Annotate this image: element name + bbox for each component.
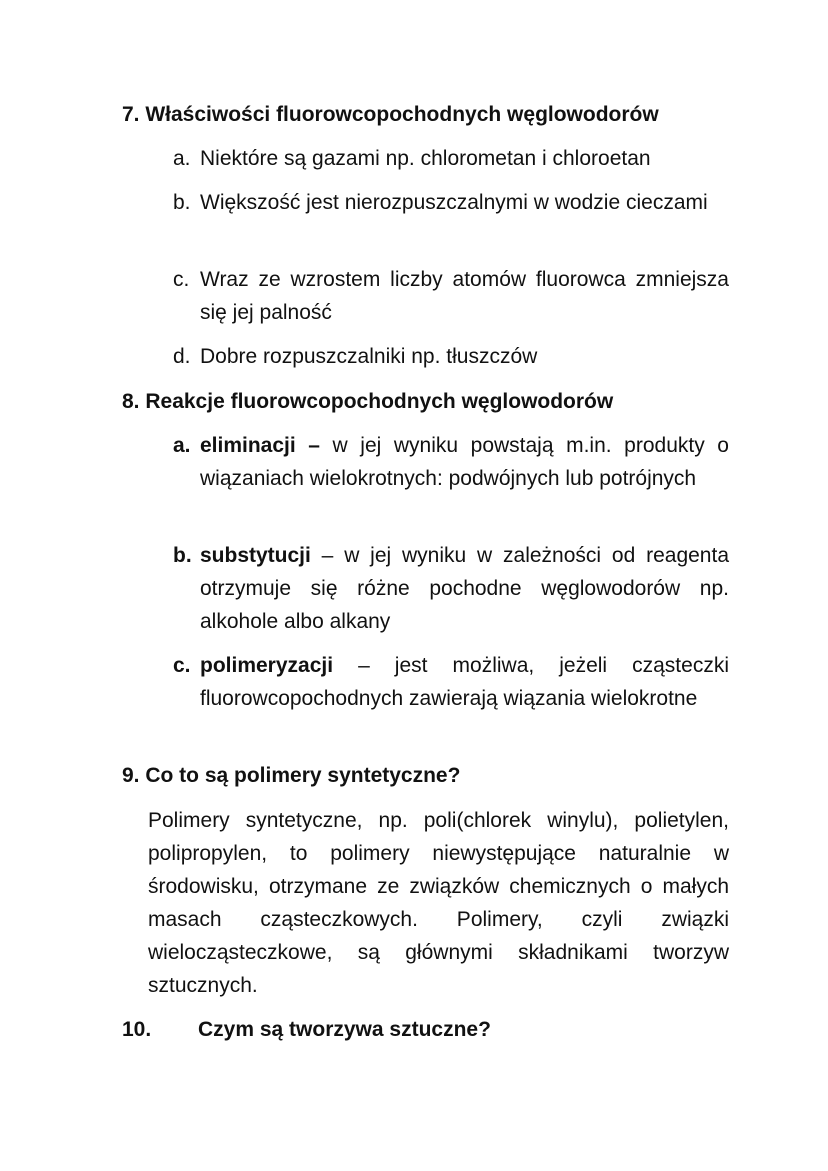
section-7-heading: 7. Właściwości fluorowcopochodnych węglowodorów (122, 103, 659, 126)
section-10-heading: Czym są tworzywa sztuczne? (198, 1018, 491, 1041)
item-text: Wraz ze wzrostem liczby atomów fluorowca zmniejsza się jej palność (200, 268, 729, 324)
item-letter: d. (173, 345, 191, 368)
item-description: – jest możliwa, jeżeli cząsteczki fluorowcopochodnych zawierają wiązania wielokrotne (200, 654, 729, 710)
item-text: Większość jest nierozpuszczalnymi w wodzie cieczami (200, 191, 708, 214)
section-7-item-a (173, 142, 729, 175)
section-8-item-c (173, 649, 729, 715)
section-7-item-c (173, 263, 729, 329)
section-10-number: 10. (122, 1018, 152, 1041)
item-letter: c. (173, 268, 190, 291)
section-7-item-d (173, 340, 729, 373)
item-letter: c. (173, 654, 191, 677)
item-letter: a. (173, 434, 191, 457)
section-8-item-b (173, 539, 729, 638)
item-term: polimeryzacji (200, 654, 334, 677)
item-text: Niektóre są gazami np. chlorometan i chloroetan (200, 147, 651, 170)
item-description: w jej wyniku powstają m.in. produkty o wiązaniach wielokrotnych: podwójnych lub potrójnych (200, 434, 729, 490)
section-9-paragraph: Polimery syntetyczne, np. poli(chlorek winylu), polietylen, polipropylen, to polimery niewystępujące naturalnie w środowisku, otrzymane ze związków chemicznych o małych masach cząsteczkowych. Polimery, czyli związki wielocząsteczkowe, są głównymi składnikami tworzyw sztucznych. (148, 809, 729, 997)
item-description: – w jej wyniku w zależności od reagenta otrzymuje się różne pochodne węglowodorów np. alkohole albo alkany (200, 544, 729, 633)
item-text (200, 539, 729, 638)
section-7-item-b (173, 186, 729, 219)
section-8-item-a (173, 429, 729, 495)
item-text (200, 429, 729, 495)
section-8-heading: 8. Reakcje fluorowcopochodnych węglowodorów (122, 390, 614, 413)
item-letter: b. (173, 191, 191, 214)
item-text (200, 649, 729, 715)
item-text: Dobre rozpuszczalniki np. tłuszczów (200, 345, 538, 368)
section-9-heading: 9. Co to są polimery syntetyczne? (122, 764, 461, 787)
item-letter: b. (173, 544, 192, 567)
item-term: substytucji (200, 544, 311, 567)
item-letter: a. (173, 147, 191, 170)
item-term: eliminacji – (200, 434, 320, 457)
